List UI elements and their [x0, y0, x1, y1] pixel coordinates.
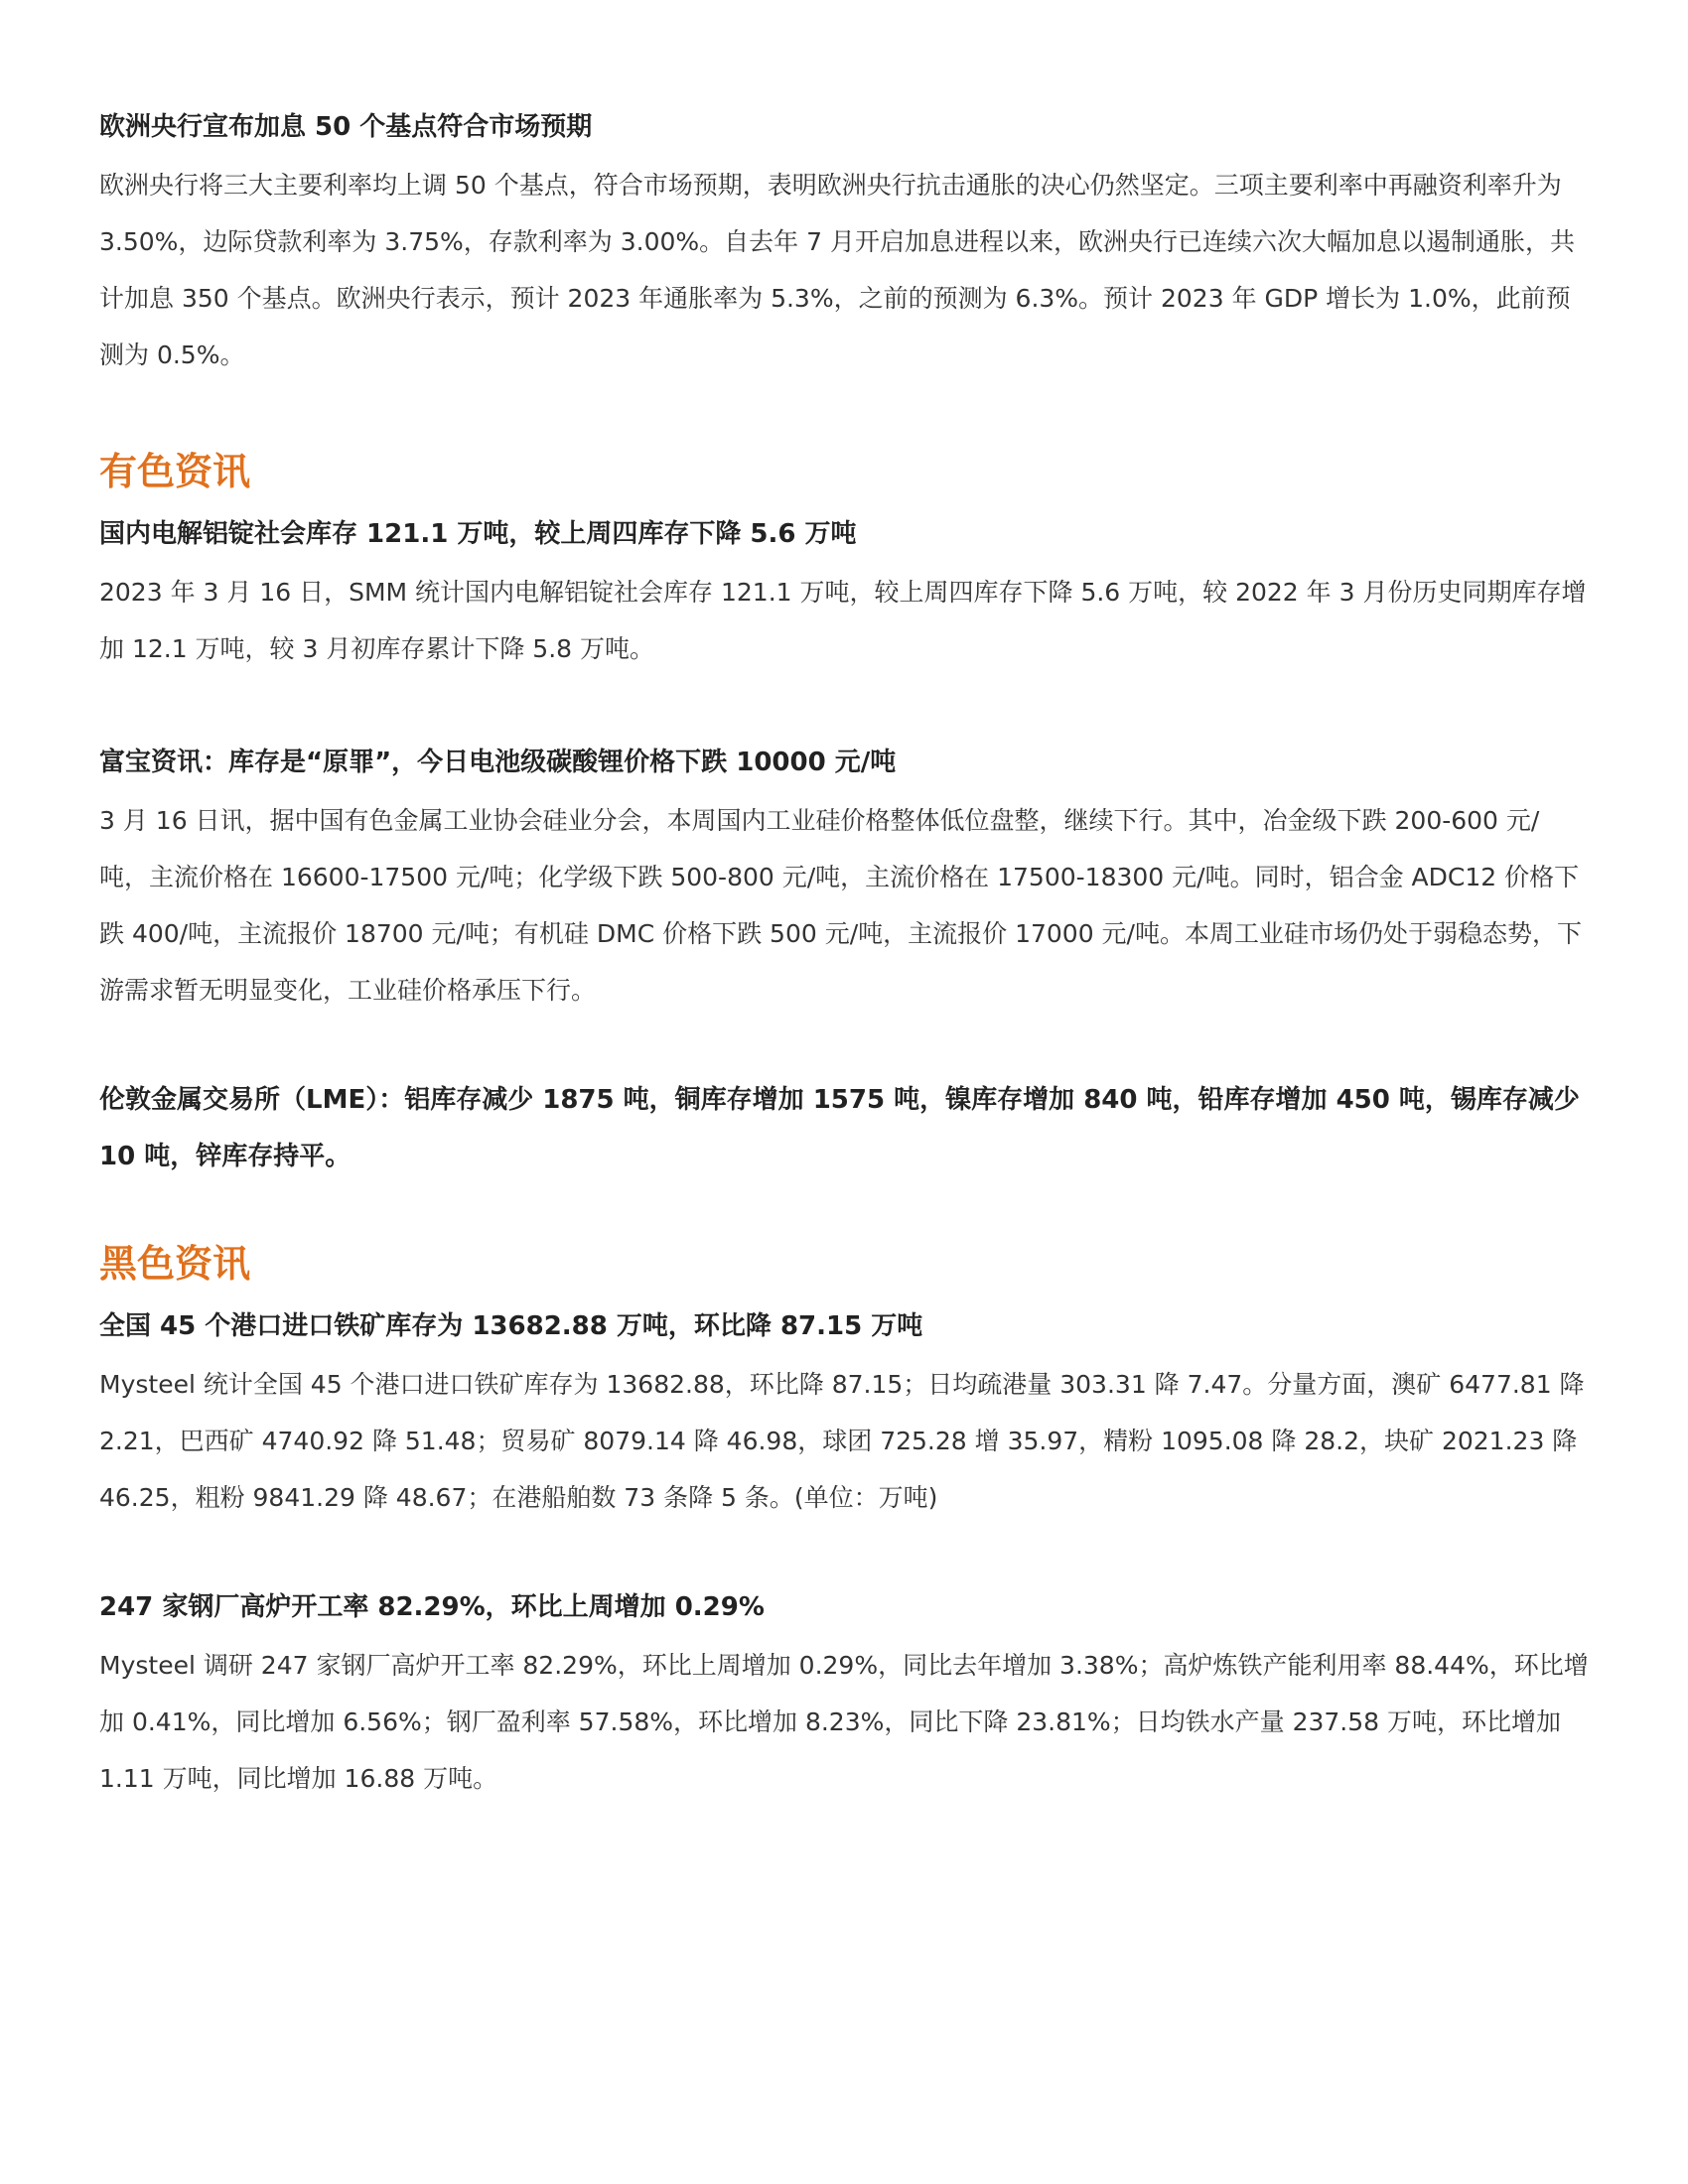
article-blast-furnace-rate: [99, 1587, 1589, 1807]
article-title: 欧洲央行宣布加息 50 个基点符合市场预期: [99, 112, 593, 142]
article-lithium-price: [99, 743, 1589, 1019]
article-body: Mysteel 统计全国 45 个港口进口铁矿库存为 13682.88，环比降 87.15；日均疏港量 303.31 降 7.47。分量方面，澳矿 6477.81 降 2.21，巴西矿 4740.92 降 51.48；贸易矿 8079.14 降 46.98，球团 725.28 增 35.97，精粉 1095.08 降 28.2，块矿 2021.23 降 46.25，粗粉 9841.29 降 48.67；在港船舶数 73 条降 5 条。(单位：万吨): [99, 1370, 1585, 1512]
article-iron-ore-inventory: [99, 1306, 1589, 1526]
article-title: 国内电解铝锭社会库存 121.1 万吨，较上周四库存下降 5.6 万吨: [99, 519, 857, 549]
document-page: [99, 107, 1589, 1807]
article-body: 欧洲央行将三大主要利率均上调 50 个基点，符合市场预期，表明欧洲央行抗击通胀的决心仍然坚定。三项主要利率中再融资利率升为 3.50%，边际贷款利率为 3.75%，存款利率为 3.00%。自去年 7 月开启加息进程以来，欧洲央行已连续六次大幅加息以遏制通胀，共计加息 350 个基点。欧洲央行表示，预计 2023 年通胀率为 5.3%，之前的预测为 6.3%。预计 2023 年 GDP 增长为 1.0%，此前预测为 0.5%。: [99, 171, 1575, 369]
article-body: Mysteel 调研 247 家钢厂高炉开工率 82.29%，环比上周增加 0.29%，同比去年增加 3.38%；高炉炼铁产能利用率 88.44%，环比增加 0.41%，同比增加 6.56%；钢厂盈利率 57.58%，环比增加 8.23%，同比下降 23.81%；日均铁水产量 237.58 万吨，环比增加 1.11 万吨，同比增加 16.88 万吨。: [99, 1651, 1589, 1793]
lme-inventory-note: [99, 1072, 1589, 1185]
article-body: 2023 年 3 月 16 日，SMM 统计国内电解铝锭社会库存 121.1 万吨，较上周四库存下降 5.6 万吨，较 2022 年 3 月份历史同期库存增加 12.1 万吨，较 3 月初库存累计下降 5.8 万吨。: [99, 578, 1587, 663]
article-aluminum-inventory: [99, 514, 1589, 677]
lme-note-text: 伦敦金属交易所（LME）：铝库存减少 1875 吨，铜库存增加 1575 吨，镍库存增加 840 吨，铅库存增加 450 吨，锡库存减少 10 吨，锌库存持平。: [99, 1085, 1580, 1171]
article-title: 247 家钢厂高炉开工率 82.29%，环比上周增加 0.29%: [99, 1592, 765, 1622]
article-body: 3 月 16 日讯，据中国有色金属工业协会硅业分会，本周国内工业硅价格整体低位盘整，继续下行。其中，冶金级下跌 200-600 元/吨，主流价格在 16600-17500 元/吨；化学级下跌 500-800 元/吨，主流价格在 17500-18300 元/吨。同时，铝合金 ADC12 价格下跌 400/吨，主流报价 18700 元/吨；有机硅 DMC 价格下跌 500 元/吨，主流报价 17000 元/吨。本周工业硅市场仍处于弱稳态势，下游需求暂无明显变化，工业硅价格承压下行。: [99, 806, 1582, 1005]
article-title: 全国 45 个港口进口铁矿库存为 13682.88 万吨，环比降 87.15 万吨: [99, 1311, 923, 1341]
section-heading-ferrous: 黑色资讯: [99, 1242, 251, 1286]
section-heading-nonferrous: 有色资讯: [99, 450, 251, 493]
article-title: 富宝资讯：库存是“原罪”，今日电池级碳酸锂价格下跌 10000 元/吨: [99, 748, 897, 777]
article-ecb-rate-hike: [99, 107, 1589, 383]
